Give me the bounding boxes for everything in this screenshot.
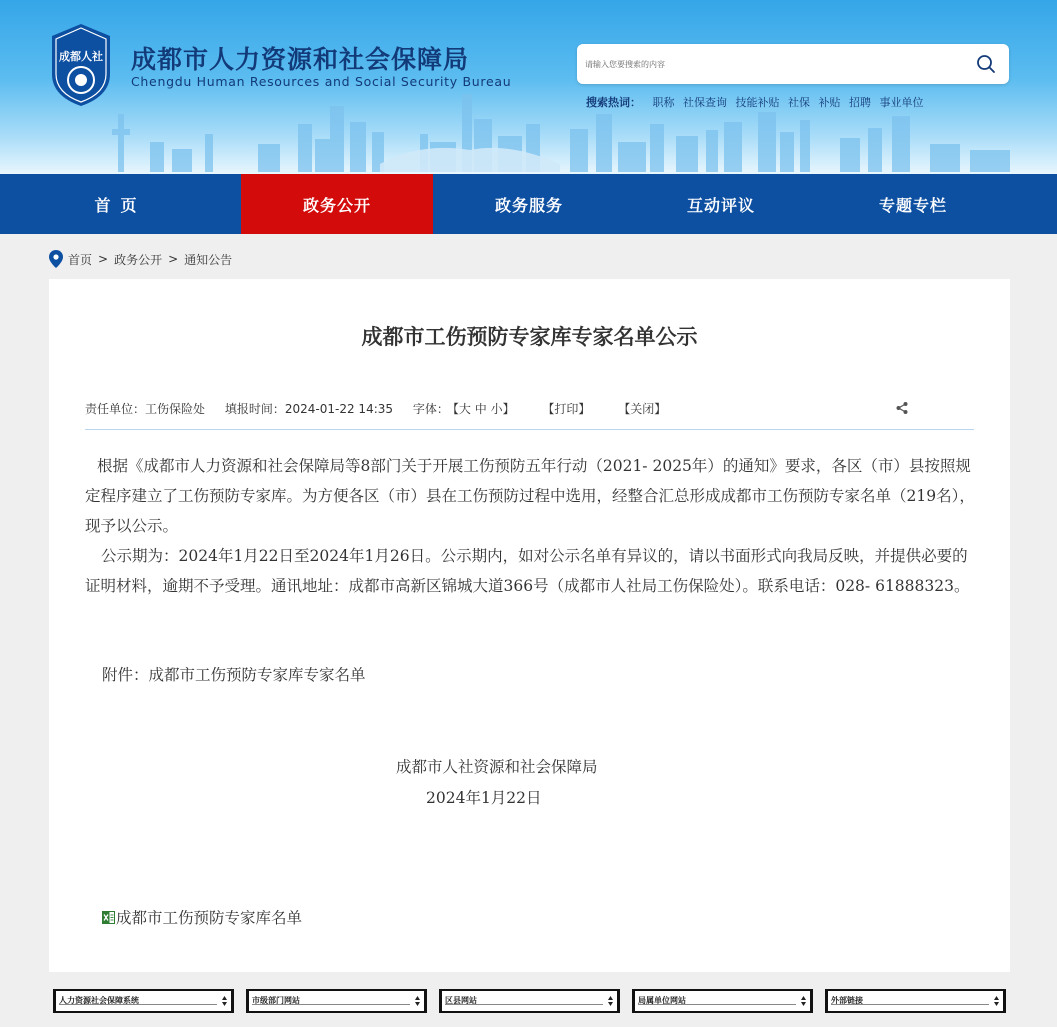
select-district-websites[interactable] (439, 989, 620, 1013)
select-label: 人力资源社会保障系统 (59, 996, 139, 1005)
fontsize-small-button[interactable]: 小 (490, 402, 503, 416)
hotword-link[interactable]: 社保 (788, 96, 810, 109)
meta-time-label: 填报时间： (224, 402, 285, 416)
select-underline (445, 1004, 603, 1005)
hotword-link[interactable]: 补贴 (818, 96, 841, 109)
select-label: 区县网站 (445, 996, 477, 1005)
print-button[interactable]: 【打印】 (542, 402, 591, 416)
select-external-links[interactable] (825, 989, 1006, 1013)
attachment-download-link[interactable] (102, 906, 302, 928)
site-title-en: Chengdu Human Resources and Social Security Bureau (131, 74, 512, 89)
fontsize-large-button[interactable]: 大 (458, 402, 471, 416)
search-bar (577, 44, 1009, 84)
location-pin-icon (49, 250, 63, 268)
search-input[interactable] (583, 50, 963, 78)
breadcrumb (49, 250, 232, 268)
meta-unit-value: 工伤保险处 (145, 402, 206, 416)
select-arrows-icon (414, 994, 421, 1008)
hotwords-label: 搜索热词： (586, 96, 641, 109)
search-icon[interactable] (975, 53, 997, 75)
nav-item-government-affairs[interactable]: 政务公开 (241, 174, 433, 234)
hotword-link[interactable]: 社保查询 (683, 96, 727, 109)
bureau-emblem-logo (48, 22, 114, 108)
select-arrows-icon (607, 994, 614, 1008)
fontsize-medium-button[interactable]: 中 (474, 402, 487, 416)
hotword-link[interactable]: 职称 (652, 96, 675, 109)
select-arrows-icon (993, 994, 1000, 1008)
share-icon[interactable] (895, 401, 909, 415)
signature-date: 2024年1月22日 (426, 789, 542, 807)
attachment-filename: 成都市工伤预防专家库名单 (116, 909, 303, 927)
close-button[interactable]: 【关闭】 (618, 402, 667, 416)
meta-fontsize-label: 字体： (412, 402, 449, 416)
select-arrows-icon (800, 994, 807, 1008)
select-arrows-icon (221, 994, 228, 1008)
search-hotwords (586, 94, 929, 110)
select-underline (59, 1004, 217, 1005)
select-underline (831, 1004, 989, 1005)
svg-text:成都人社: 成都人社 (59, 50, 103, 63)
breadcrumb-home[interactable]: 首页 (68, 252, 93, 267)
select-label: 市级部门网站 (252, 996, 300, 1005)
select-hr-social-security-system[interactable] (53, 989, 234, 1013)
breadcrumb-notices[interactable]: 通知公告 (184, 252, 233, 267)
meta-divider (85, 429, 974, 430)
nav-item-government-services[interactable]: 政务服务 (494, 195, 563, 215)
breadcrumb-separator: > (168, 252, 179, 266)
meta-unit-label: 责任单位： (85, 402, 146, 416)
nav-item-home[interactable]: 首页 (94, 195, 147, 215)
meta-unit (85, 402, 205, 416)
select-affiliated-units[interactable] (632, 989, 813, 1013)
article-paragraph-1: 根据《成都市人力资源和社会保障局等8部门关于开展工伤预防五年行动（2021- 2025年）的通知》要求，各区（市）县按照规定程序建立了工伤预防专家库。为方便各区（市）县在工伤预防过程中选用，经整合汇总形成成都市工伤预防专家名单（219名），现予以公示。 (85, 457, 975, 535)
site-header (0, 0, 1057, 174)
attachment-note: 附件：成都市工伤预防专家库专家名单 (102, 666, 366, 684)
hotword-link[interactable]: 技能补贴 (735, 96, 780, 109)
nav-item-interaction[interactable]: 互动评议 (686, 195, 755, 215)
select-underline (638, 1004, 796, 1005)
footer-link-selects (53, 989, 1009, 1013)
signature-organization: 成都市人社资源和社会保障局 (396, 758, 598, 776)
select-label: 局属单位网站 (638, 996, 686, 1005)
hotword-link[interactable]: 事业单位 (879, 96, 924, 109)
select-municipal-departments[interactable] (246, 989, 427, 1013)
article-title: 成都市工伤预防专家库专家名单公示 (361, 325, 698, 349)
meta-time (225, 402, 393, 416)
fontsize-bracket-close: 】 (502, 402, 515, 416)
breadcrumb-government-affairs[interactable]: 政务公开 (114, 252, 163, 267)
article-meta (85, 400, 666, 417)
fontsize-bracket-open: 【 (452, 402, 459, 416)
select-label: 外部链接 (831, 996, 863, 1005)
hotword-link[interactable]: 招聘 (849, 96, 871, 109)
meta-time-value: 2024-01-22 14:35 (284, 402, 394, 416)
excel-file-icon (102, 911, 115, 924)
main-nav (0, 174, 1057, 234)
article-paragraph-2: 公示期为：2024年1月22日至2024年1月26日。公示期内，如对公示名单有异议的，请以书面形式向我局反映，并提供必要的证明材料，逾期不予受理。通讯地址：成都市高新区锦城大道366号（成都市人社局工伤保险处）。联系电话：028- 61888323。 (85, 547, 970, 595)
nav-item-special-topics[interactable]: 专题专栏 (878, 195, 947, 215)
select-underline (252, 1004, 410, 1005)
meta-fontsize (413, 402, 515, 416)
breadcrumb-separator: > (98, 252, 109, 266)
site-title-cn: 成都市人力资源和社会保障局 (131, 45, 470, 74)
article-body (85, 451, 977, 601)
article-panel (49, 279, 1010, 972)
